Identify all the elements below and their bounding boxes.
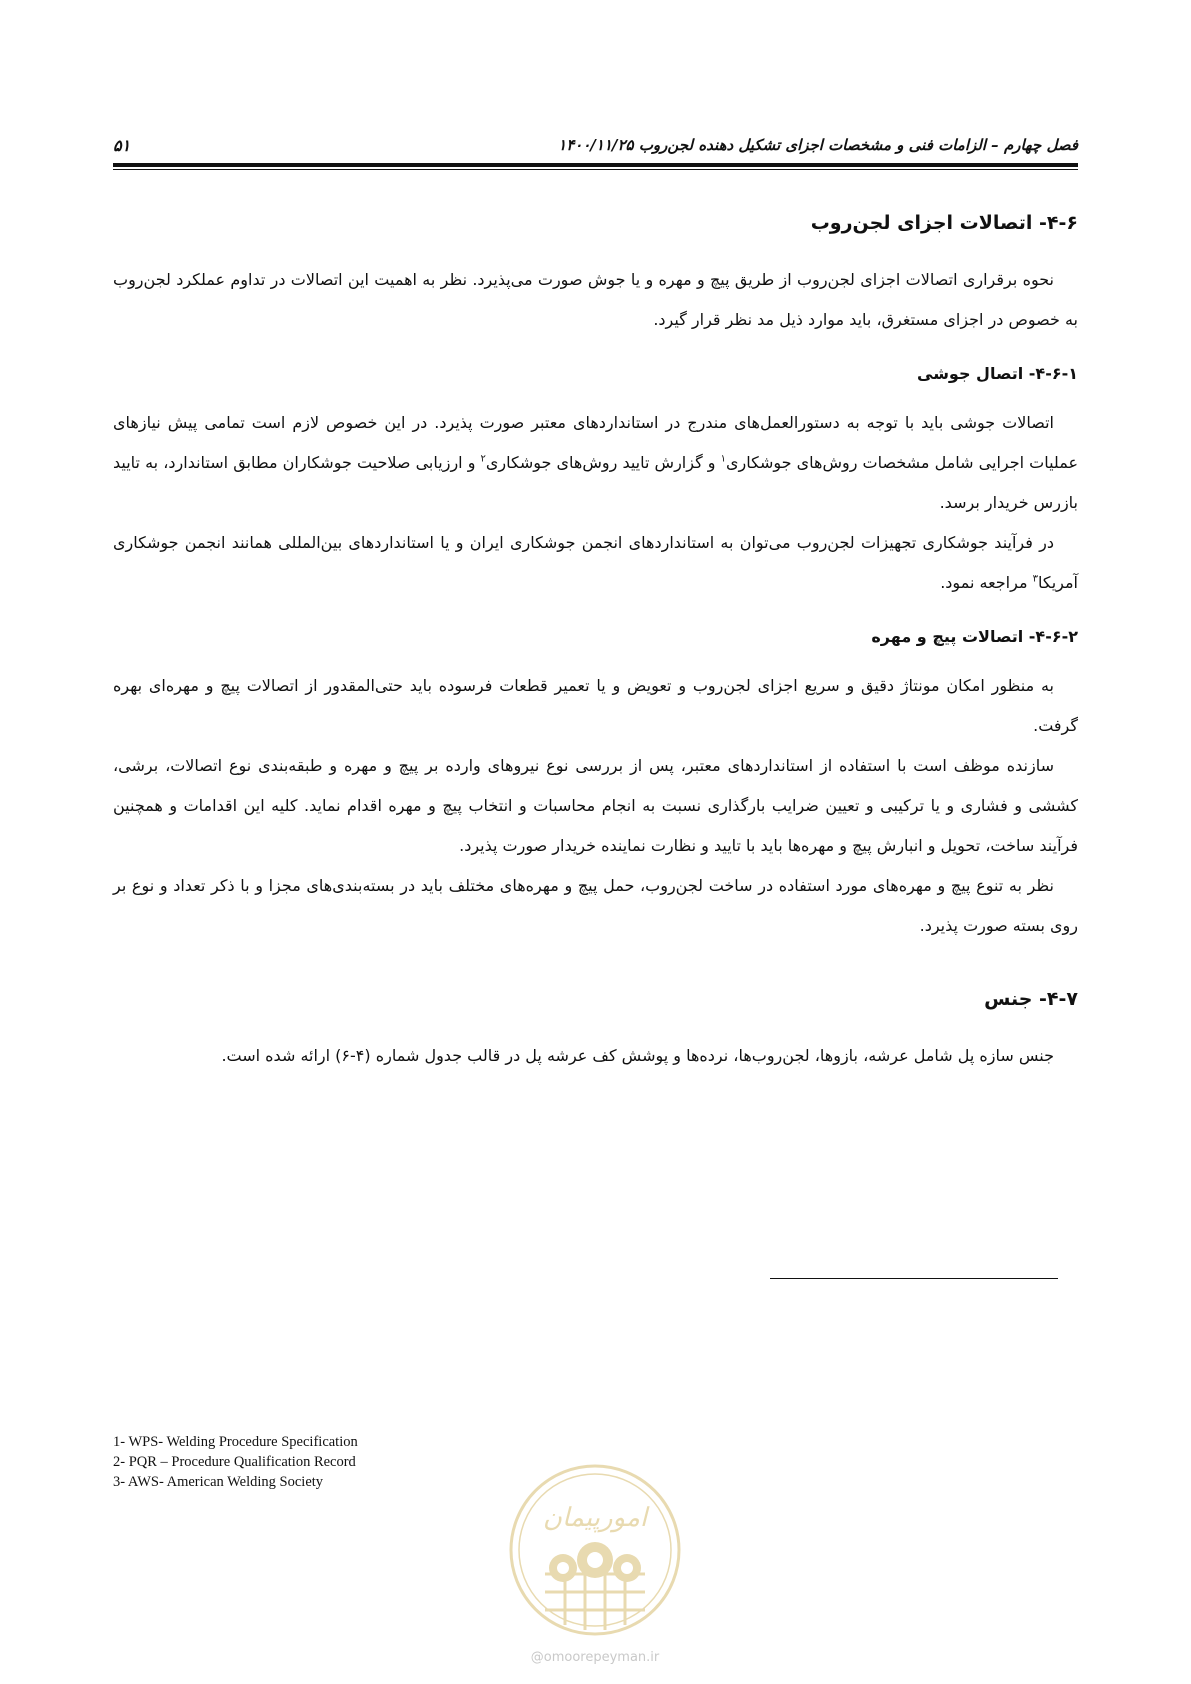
section-4-6-2-paragraph-3: نظر به تنوع پیچ و مهره‌های مورد استفاده در ساخت لجن‌روب، حمل پیچ و مهره‌های مختلف باید در بسته‌بندی‌های مجزا و با ذکر تعداد و نوع بر روی بسته صورت پذیرد. [113, 876, 1078, 935]
footnote-1: 1- WPS- Welding Procedure Specification [113, 1434, 358, 1450]
footnote-ref-2: ۲ [480, 453, 486, 465]
section-4-7-heading: ۴-۷- جنس [984, 988, 1078, 1010]
page-content [113, 212, 1078, 1076]
section-4-6-1-paragraph-1: اتصالات جوشی باید با توجه به دستورالعمل‌های مندرج در استانداردهای معتبر صورت پذیرد. در این خصوص لازم است تمامی پیش نیازهای عملیات اجرایی شامل مشخصات روش‌های جوشکاری$^۱$ و گزارش تایید روش‌های جوشکاری$^۲$ و ارزیابی صلاحیت جوشکاران مطابق استاندارد، به تایید بازرس خریدار برسد. [113, 413, 1079, 512]
header-rule-thick [113, 163, 1078, 167]
section-4-6-2-heading: ۴-۶-۲- اتصالات پیچ و مهره [871, 627, 1078, 646]
running-title: فصل چهارم – الزامات فنی و مشخصات اجزای تشکیل دهنده لجن‌روب ۱۴۰۰/۱۱/۲۵ [558, 136, 1078, 154]
header-rule-thin [113, 169, 1078, 170]
page-header [113, 130, 1078, 160]
section-4-6-heading: ۴-۶- اتصالات اجزای لجن‌روب [810, 212, 1078, 234]
watermark-url: @omoorepeyman.ir [530, 1650, 660, 1665]
footnote-ref-1: ۱ [720, 453, 726, 465]
section-4-6-1-paragraph-2: در فرآیند جوشکاری تجهیزات لجن‌روب می‌توان به استانداردهای انجمن جوشکاری ایران و یا استانداردهای بین‌المللی همانند انجمن جوشکاری آمریکا$^۳$ مراجعه نمود. [113, 533, 1078, 592]
watermark-logo-text: امورپیمان [542, 1503, 648, 1533]
footnotes [113, 1432, 358, 1492]
section-4-6-paragraph: نحوه برقراری اتصالات اجزای لجن‌روب از طریق پیچ و مهره و یا جوش صورت می‌پذیرد. نظر به اهمیت این اتصالات در تداوم عملکرد لجن‌روب به خصوص در اجزای مستغرق، باید موارد ذیل مد نظر قرار گیرد. [113, 270, 1078, 329]
page-number: ۵۱ [113, 135, 131, 155]
footnote-2: 2- PQR – Procedure Qualification Record [113, 1454, 356, 1470]
watermark-seal-icon [505, 1460, 685, 1640]
footnote-3: 3- AWS- American Welding Society [113, 1474, 324, 1490]
section-4-6-2-paragraph-2: سازنده موظف است با استفاده از استانداردهای معتبر، پس از بررسی نوع نیروهای وارده بر پیچ و مهره و طبقه‌بندی نوع اتصالات، برشی، کششی و فشاری و یا ترکیبی و تعیین ضرایب بارگذاری نسبت به انجام محاسبات و انتخاب پیچ و مهره اقدام نماید. کلیه این اقدامات و همچنین فرآیند ساخت، تحویل و انبارش پیچ و مهره‌ها باید با تایید و نظارت نماینده خریدار صورت پذیرد. [113, 756, 1078, 855]
section-4-6-1-heading: ۴-۶-۱- اتصال جوشی [917, 364, 1078, 383]
footnote-rule [770, 1278, 1058, 1279]
footnote-ref-3: ۳ [1032, 573, 1038, 585]
section-4-6-2-paragraph-1: به منظور امکان مونتاژ دقیق و سریع اجزای لجن‌روب و تعویض و یا تعمیر قطعات فرسوده باید حتی‌المقدور از اتصالات پیچ و مهره‌ای بهره گرفت. [113, 676, 1078, 735]
section-4-7-paragraph: جنس سازه پل شامل عرشه، بازوها، لجن‌روب‌ها، نرده‌ها و پوشش کف عرشه پل در قالب جدول شماره (۴-۶) ارائه شده است. [221, 1046, 1054, 1065]
